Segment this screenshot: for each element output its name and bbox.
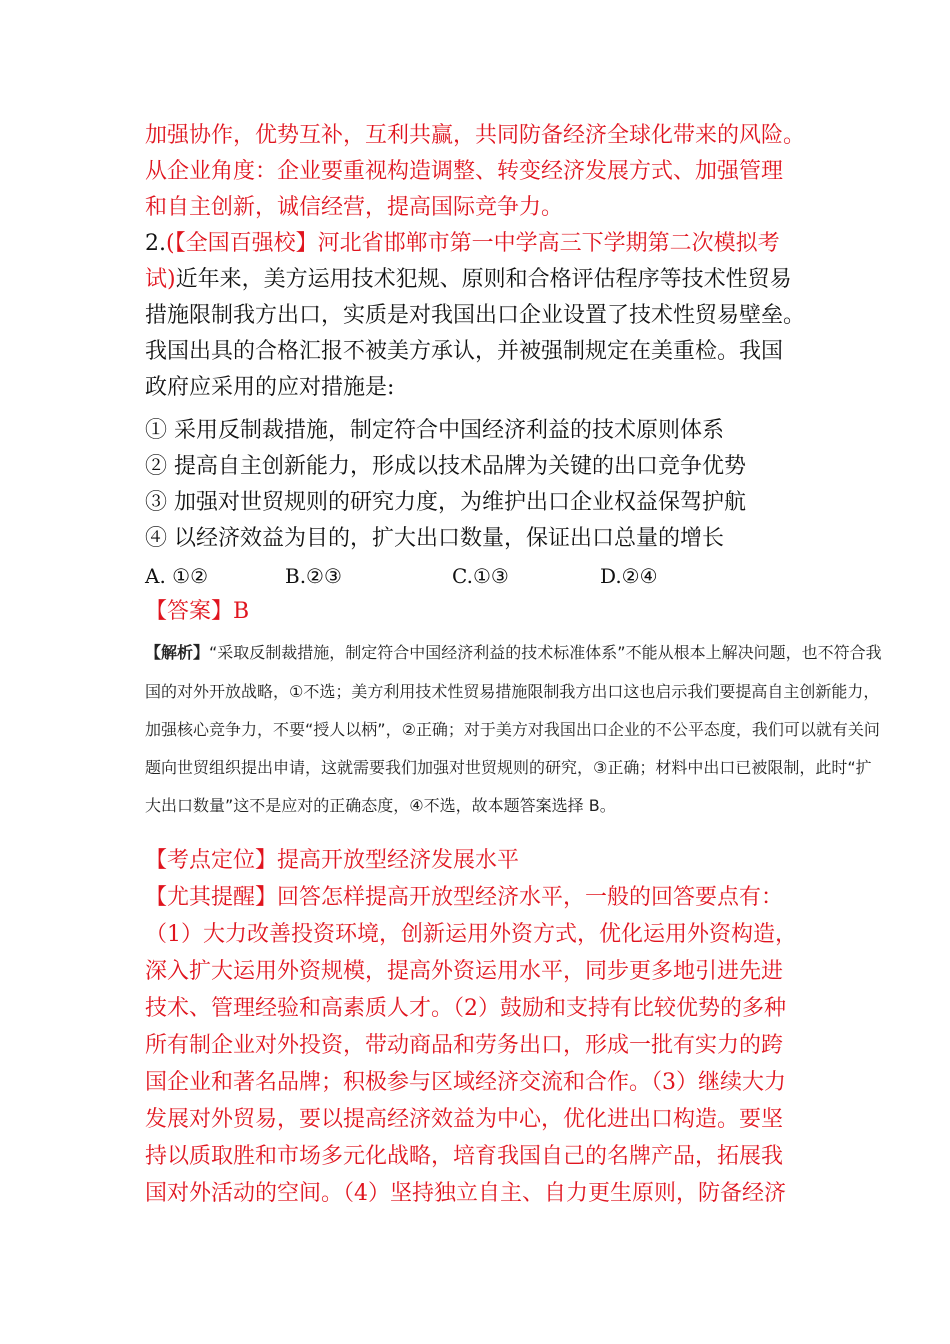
question-stem-line: 政府应采用的应对措施是: [145, 375, 395, 400]
choice-d: D.②④ [600, 564, 658, 588]
reminder-value: 回答怎样提高开放型经济水平，一般的回答要点有： [277, 885, 784, 910]
explanation-text: “采取反制裁措施，制定符合中国经济利益的技术标准体系”不能从根本上解决问题，也不符合我 [209, 643, 882, 662]
reminder-text-line: （1）大力改善投资环境，创新运用外资方式，优化运用外资构造， [145, 922, 797, 947]
option-item: ④ 以经济效益为目的，扩大出口数量，保证出口总量的增长 [145, 526, 724, 551]
option-item: ③ 加强对世贸规则的研究力度，为维护出口企业权益保驾护航 [145, 490, 746, 515]
answer-value: B [233, 599, 250, 624]
question-stem-first [145, 265, 792, 295]
question-stem-line: 措施限制我方出口，实质是对我国出口企业设置了技术性贸易壁垒。 [145, 303, 806, 328]
answer-label: 【答案】 [145, 599, 234, 624]
choices-row [145, 561, 745, 591]
question-number: 2. [145, 231, 166, 256]
option-item: ① 采用反制裁措施，制定符合中国经济利益的技术原则体系 [145, 418, 724, 443]
question-stem-line: 我国出具的合格汇报不被美方承认，并被强制规定在美重检。我国 [145, 339, 784, 364]
reminder-text-line: 国企业和著名品牌；积极参与区域经济交流和合作。（3）继续大力 [145, 1070, 786, 1095]
topic-value: 提高开放型经济发展水平 [277, 848, 520, 873]
reminder-label: 【尤其提醒】 [145, 885, 278, 910]
reminder-text-line: 技术、管理经验和高素质人才。（2）鼓励和支持有比较优势的多种 [145, 996, 786, 1021]
reminder-line [145, 883, 783, 913]
option-item: ② 提高自主创新能力，形成以技术品牌为关键的出口竞争优势 [145, 454, 746, 479]
topic-line [145, 846, 519, 876]
explanation-line: 题向世贸组织提出申请，这就需要我们加强对世贸规则的研究，③正确；材料中出口已被限制，此时“扩 [145, 758, 872, 777]
explanation-line: 国的对外开放战略，①不选；美方利用技术性贸易措施限制我方出口这也启示我们要提高自主创新能力， [145, 682, 880, 701]
choice-b: B.②③ [285, 564, 342, 588]
intro-line: 加强协作，优势互补，互利共赢，共同防备经济全球化带来的风险。 [145, 123, 806, 148]
answer-line [145, 597, 249, 627]
intro-line: 和自主创新，诚信经营，提高国际竞争力。 [145, 195, 564, 220]
reminder-text-line: 持以质取胜和市场多元化战略，培育我国自己的名牌产品，拓展我 [145, 1144, 784, 1169]
explanation-line: 大出口数量”这不是应对的正确态度，④不选，故本题答案选择 B。 [145, 796, 616, 815]
topic-label: 【考点定位】 [145, 848, 278, 873]
choice-c: C.①③ [452, 564, 509, 588]
reminder-text-line: 所有制企业对外投资，带动商品和劳务出口，形成一批有实力的跨 [145, 1033, 784, 1058]
reminder-text-line: 国对外活动的空间。（4）坚持独立自主、自力更生原则，防备经济 [145, 1181, 786, 1206]
choice-a: A. ①② [145, 564, 209, 588]
question-header [145, 229, 780, 259]
intro-line: 从企业角度：企业要重视构造调整、转变经济发展方式、加强管理 [145, 159, 784, 184]
question-source-end: 试) [145, 267, 176, 292]
explanation-line [145, 642, 915, 664]
explanation-label: 【解析】 [145, 643, 210, 662]
reminder-text-line: 深入扩大运用外资规模，提高外资运用水平，同步更多地引进先进 [145, 959, 784, 984]
reminder-text-line: 发展对外贸易，要以提高经济效益为中心，优化进出口构造。要坚 [145, 1107, 784, 1132]
explanation-line: 加强核心竞争力，不要“授人以柄”，②正确；对于美方对我国出口企业的不公平态度，我们可以就有关问 [145, 720, 880, 739]
question-stem: 近年来，美方运用技术犯规、原则和合格评估程序等技术性贸易 [175, 267, 792, 292]
question-source: (【全国百强校】河北省邯郸市第一中学高三下学期第二次模拟考 [166, 231, 780, 256]
